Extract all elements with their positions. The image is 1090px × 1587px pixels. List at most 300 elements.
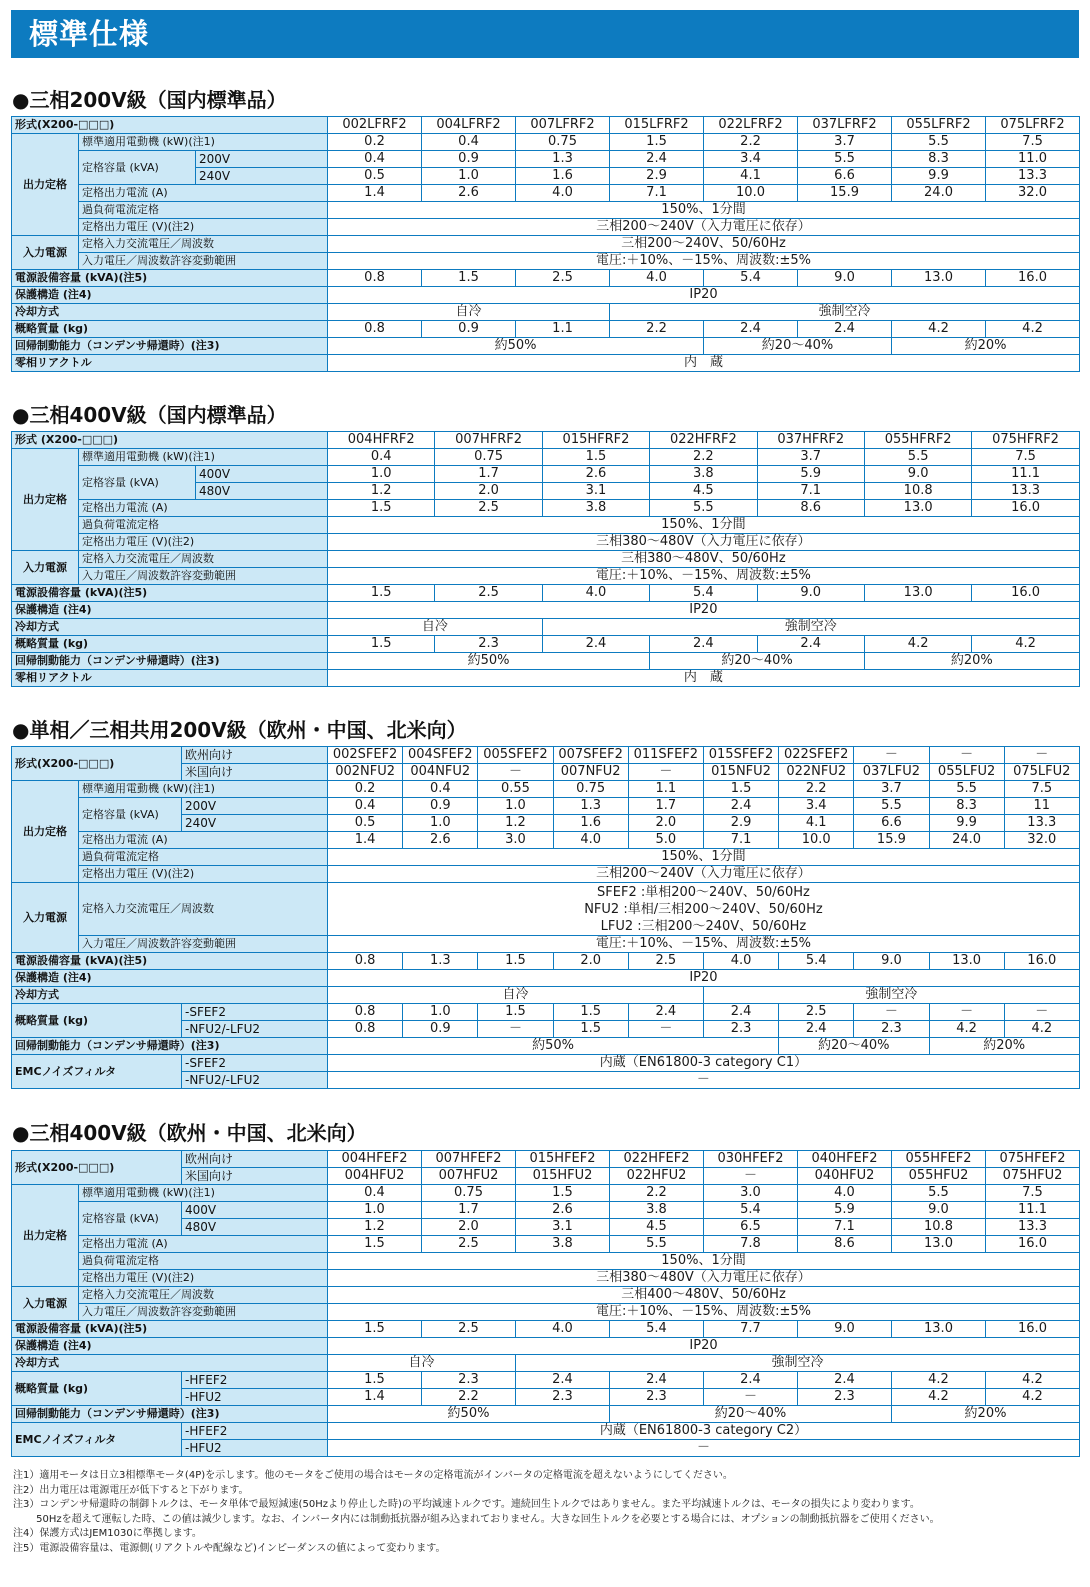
value-cell: 0.75 bbox=[516, 134, 610, 151]
model-cell: 075HFU2 bbox=[986, 1168, 1080, 1185]
table-row bbox=[12, 1004, 1080, 1021]
table-row bbox=[12, 270, 1080, 287]
value-cell: 5.5 bbox=[892, 1185, 986, 1202]
row-label: 定格出力電圧 (V)(注2) bbox=[79, 534, 328, 551]
value-cell: 3.1 bbox=[516, 1219, 610, 1236]
output-group-label: 出力定格 bbox=[12, 1185, 79, 1287]
value-cell: 1.7 bbox=[435, 466, 542, 483]
value-cell: － bbox=[628, 1021, 703, 1038]
table-row bbox=[12, 1055, 1080, 1072]
model-cell: － bbox=[628, 764, 703, 781]
value-cell: 2.2 bbox=[422, 1389, 516, 1406]
value-cell: 15.9 bbox=[854, 832, 929, 849]
value-cell: 1.6 bbox=[516, 168, 610, 185]
value-cell: 11.1 bbox=[972, 466, 1079, 483]
model-cell: － bbox=[704, 1168, 798, 1185]
value-cell: 11.0 bbox=[986, 151, 1080, 168]
value-cell: 1.2 bbox=[328, 1219, 422, 1236]
row-label: 標準適用電動機 (kW)(注1) bbox=[79, 781, 328, 798]
table-row bbox=[12, 1406, 1080, 1423]
value-cell: 1.0 bbox=[328, 466, 435, 483]
model-cell: － bbox=[478, 764, 553, 781]
value-cell: 5.0 bbox=[628, 832, 703, 849]
variant-sublabel: -NFU2/-LFU2 bbox=[182, 1021, 328, 1038]
value-cell: 約20% bbox=[892, 338, 1080, 355]
table-row bbox=[12, 970, 1080, 987]
value-cell: 8.6 bbox=[757, 500, 864, 517]
value-cell: 13.0 bbox=[864, 585, 971, 602]
value-cell: 150%、1分間 bbox=[328, 1253, 1080, 1270]
row-label: 概略質量 (kg) bbox=[12, 636, 328, 653]
voltage-sublabel: 200V bbox=[182, 798, 328, 815]
value-cell: 9.9 bbox=[929, 815, 1004, 832]
table-row bbox=[12, 1236, 1080, 1253]
value-cell: 1.5 bbox=[703, 781, 778, 798]
row-label: 電源設備容量 (kVA)(注5) bbox=[12, 270, 328, 287]
value-cell: 自冷 bbox=[328, 304, 610, 321]
table-row bbox=[12, 1372, 1080, 1389]
model-cell: 037LFRF2 bbox=[798, 117, 892, 134]
row-label: 電源設備容量 (kVA)(注5) bbox=[12, 1321, 328, 1338]
value-cell: － bbox=[1004, 1004, 1079, 1021]
row-label: 保護構造 (注4) bbox=[12, 602, 328, 619]
value-cell: 約50% bbox=[328, 338, 704, 355]
value-cell: 2.6 bbox=[403, 832, 478, 849]
value-cell: 2.5 bbox=[422, 1321, 516, 1338]
value-cell: 2.4 bbox=[542, 636, 649, 653]
value-cell: 2.4 bbox=[516, 1372, 610, 1389]
row-label: 入力電圧／周波数許容変動範囲 bbox=[79, 253, 328, 270]
value-cell: 5.4 bbox=[704, 270, 798, 287]
model-cell: 055LFU2 bbox=[929, 764, 1004, 781]
value-cell: 7.5 bbox=[986, 1185, 1080, 1202]
model-cell: 007LFRF2 bbox=[516, 117, 610, 134]
row-label: 入力電圧／周波数許容変動範囲 bbox=[79, 936, 328, 953]
value-cell: 0.4 bbox=[403, 781, 478, 798]
value-cell: 0.8 bbox=[328, 270, 422, 287]
region-label-eu: 欧州向け bbox=[182, 747, 328, 764]
value-cell: 2.2 bbox=[650, 449, 757, 466]
row-label: 定格出力電流 (A) bbox=[79, 832, 328, 849]
value-cell: 1.5 bbox=[328, 636, 435, 653]
table-row bbox=[12, 636, 1080, 653]
voltage-sublabel: 480V bbox=[196, 483, 328, 500]
table-row bbox=[12, 568, 1080, 585]
model-cell: 055HFEF2 bbox=[892, 1151, 986, 1168]
value-cell: 150%、1分間 bbox=[328, 849, 1080, 866]
value-cell: 3.1 bbox=[542, 483, 649, 500]
value-cell: 1.5 bbox=[516, 1185, 610, 1202]
table-row bbox=[12, 1253, 1080, 1270]
value-cell: 5.4 bbox=[704, 1202, 798, 1219]
value-cell: 0.75 bbox=[435, 449, 542, 466]
model-cell: 005SFEF2 bbox=[478, 747, 553, 764]
value-cell: 2.4 bbox=[798, 321, 892, 338]
value-cell: 4.2 bbox=[986, 1372, 1080, 1389]
value-cell: 3.4 bbox=[779, 798, 854, 815]
value-cell: 16.0 bbox=[972, 500, 1079, 517]
row-label: 概略質量 (kg) bbox=[12, 1004, 182, 1038]
value-cell: 0.55 bbox=[478, 781, 553, 798]
row-label: 過負荷電流定格 bbox=[79, 849, 328, 866]
value-cell: 1.5 bbox=[328, 500, 435, 517]
model-cell: 007HFEF2 bbox=[422, 1151, 516, 1168]
table-row bbox=[12, 517, 1080, 534]
table-row bbox=[12, 1038, 1080, 1055]
model-cell: 075LFU2 bbox=[1004, 764, 1079, 781]
footnotes bbox=[13, 1469, 1079, 1557]
value-cell: 2.4 bbox=[757, 636, 864, 653]
variant-sublabel: -HFEF2 bbox=[182, 1423, 328, 1440]
value-cell: 7.1 bbox=[703, 832, 778, 849]
row-label: 定格出力電流 (A) bbox=[79, 1236, 328, 1253]
row-label: 定格容量 (kVA) bbox=[79, 798, 182, 832]
value-cell: 2.5 bbox=[779, 1004, 854, 1021]
table-row bbox=[12, 1270, 1080, 1287]
value-cell: 内 蔵 bbox=[328, 670, 1080, 687]
value-cell: 13.3 bbox=[986, 1219, 1080, 1236]
input-spec-line: LFU2 :三相200～240V、50/60Hz bbox=[600, 918, 807, 934]
input-spec-line: NFU2 :単相/三相200～240V、50/60Hz bbox=[584, 901, 823, 917]
value-cell: 1.6 bbox=[553, 815, 628, 832]
value-cell: 9.0 bbox=[798, 270, 892, 287]
value-cell: 1.7 bbox=[628, 798, 703, 815]
value-cell: 5.4 bbox=[650, 585, 757, 602]
value-cell: 約20～40% bbox=[650, 653, 865, 670]
model-cell: 055HFRF2 bbox=[864, 432, 971, 449]
model-cell: 037LFU2 bbox=[854, 764, 929, 781]
model-cell: 022SFEF2 bbox=[779, 747, 854, 764]
value-cell: 電圧:＋10%、－15%、周波数:±5% bbox=[328, 1304, 1080, 1321]
value-cell-multiline bbox=[328, 883, 1080, 936]
table-row bbox=[12, 1287, 1080, 1304]
value-cell: 7.5 bbox=[972, 449, 1079, 466]
table-row bbox=[12, 466, 1080, 483]
value-cell: 5.4 bbox=[610, 1321, 704, 1338]
value-cell: 10.8 bbox=[892, 1219, 986, 1236]
model-cell: 075LFRF2 bbox=[986, 117, 1080, 134]
input-group-label: 入力電源 bbox=[12, 883, 79, 953]
value-cell: 24.0 bbox=[929, 832, 1004, 849]
value-cell: 10.0 bbox=[704, 185, 798, 202]
value-cell: 15.9 bbox=[798, 185, 892, 202]
value-cell: 24.0 bbox=[892, 185, 986, 202]
value-cell: 2.3 bbox=[798, 1389, 892, 1406]
table-row bbox=[12, 355, 1080, 372]
model-cell: － bbox=[854, 747, 929, 764]
variant-sublabel: -HFEF2 bbox=[182, 1372, 328, 1389]
row-label: 定格出力電圧 (V)(注2) bbox=[79, 219, 328, 236]
model-cell: 022LFRF2 bbox=[704, 117, 798, 134]
table-row bbox=[12, 1355, 1080, 1372]
value-cell: 6.5 bbox=[704, 1219, 798, 1236]
model-label: 形式 (X200-□□□) bbox=[12, 432, 328, 449]
value-cell: 2.9 bbox=[703, 815, 778, 832]
value-cell: 10.8 bbox=[864, 483, 971, 500]
value-cell: 0.9 bbox=[403, 798, 478, 815]
row-label: 冷却方式 bbox=[12, 619, 328, 636]
value-cell: 13.0 bbox=[929, 953, 1004, 970]
row-label: 定格容量 (kVA) bbox=[79, 1202, 182, 1236]
value-cell: 1.5 bbox=[328, 1372, 422, 1389]
value-cell: 3.4 bbox=[704, 151, 798, 168]
value-cell: 3.8 bbox=[610, 1202, 704, 1219]
variant-sublabel: -NFU2/-LFU2 bbox=[182, 1072, 328, 1089]
value-cell: 1.5 bbox=[553, 1021, 628, 1038]
value-cell: 2.2 bbox=[610, 1185, 704, 1202]
table-row bbox=[12, 832, 1080, 849]
value-cell: 三相400～480V、50/60Hz bbox=[328, 1287, 1080, 1304]
table-row bbox=[12, 1423, 1080, 1440]
model-cell: 015SFEF2 bbox=[703, 747, 778, 764]
value-cell: 2.5 bbox=[516, 270, 610, 287]
model-cell: 011SFEF2 bbox=[628, 747, 703, 764]
spec-table-400v-export bbox=[11, 1150, 1080, 1457]
model-cell: 002SFEF2 bbox=[328, 747, 403, 764]
input-spec-line: SFEF2 :単相200～240V、50/60Hz bbox=[597, 884, 810, 900]
value-cell: 5.5 bbox=[929, 781, 1004, 798]
value-cell: 1.4 bbox=[328, 185, 422, 202]
model-cell: 055LFRF2 bbox=[892, 117, 986, 134]
model-label: 形式(X200-□□□) bbox=[12, 117, 328, 134]
value-cell: 電圧:＋10%、－15%、周波数:±5% bbox=[328, 568, 1080, 585]
value-cell: 4.2 bbox=[929, 1021, 1004, 1038]
model-cell: 015HFU2 bbox=[516, 1168, 610, 1185]
value-cell: 三相380～480V（入力電圧に依存） bbox=[328, 1270, 1080, 1287]
footnote: 注5）電源設備容量は、電源側(リアクトルや配線など)インピーダンスの値によって変わります。 bbox=[13, 1542, 446, 1554]
value-cell: 三相380～480V、50/60Hz bbox=[328, 551, 1080, 568]
row-label: 定格出力電圧 (V)(注2) bbox=[79, 866, 328, 883]
value-cell: 2.4 bbox=[610, 151, 704, 168]
model-label: 形式(X200-□□□) bbox=[12, 747, 182, 781]
model-cell: 004HFEF2 bbox=[328, 1151, 422, 1168]
value-cell: － bbox=[854, 1004, 929, 1021]
voltage-sublabel: 200V bbox=[196, 151, 328, 168]
value-cell: 2.4 bbox=[703, 1004, 778, 1021]
value-cell: IP20 bbox=[328, 602, 1080, 619]
model-cell: 022HFEF2 bbox=[610, 1151, 704, 1168]
value-cell: － bbox=[328, 1440, 1080, 1457]
value-cell: 2.5 bbox=[422, 1236, 516, 1253]
value-cell: 4.0 bbox=[610, 270, 704, 287]
model-cell: 022HFU2 bbox=[610, 1168, 704, 1185]
model-cell: 004HFRF2 bbox=[328, 432, 435, 449]
page-title: 標準仕様 bbox=[29, 17, 150, 51]
row-label: EMCノイズフィルタ bbox=[12, 1055, 182, 1089]
model-cell: 004SFEF2 bbox=[403, 747, 478, 764]
value-cell: 三相200～240V（入力電圧に依存） bbox=[328, 219, 1080, 236]
value-cell: 150%、1分間 bbox=[328, 517, 1080, 534]
voltage-sublabel: 240V bbox=[182, 815, 328, 832]
value-cell: 2.5 bbox=[435, 500, 542, 517]
value-cell: 2.2 bbox=[779, 781, 854, 798]
value-cell: 10.0 bbox=[779, 832, 854, 849]
value-cell: 5.4 bbox=[779, 953, 854, 970]
value-cell: 2.3 bbox=[435, 636, 542, 653]
value-cell: 3.7 bbox=[798, 134, 892, 151]
value-cell: 13.3 bbox=[972, 483, 1079, 500]
table-row bbox=[12, 551, 1080, 568]
value-cell: 5.9 bbox=[757, 466, 864, 483]
model-cell: 015HFEF2 bbox=[516, 1151, 610, 1168]
value-cell: 7.1 bbox=[757, 483, 864, 500]
value-cell: － bbox=[478, 1021, 553, 1038]
model-cell: 004LFRF2 bbox=[422, 117, 516, 134]
row-label: 電源設備容量 (kVA)(注5) bbox=[12, 953, 328, 970]
value-cell: 2.4 bbox=[798, 1372, 892, 1389]
value-cell: 1.4 bbox=[328, 832, 403, 849]
row-label: 定格入力交流電圧／周波数 bbox=[79, 1287, 328, 1304]
value-cell: 4.0 bbox=[553, 832, 628, 849]
model-cell: 015HFRF2 bbox=[542, 432, 649, 449]
value-cell: － bbox=[929, 1004, 1004, 1021]
value-cell: 2.3 bbox=[422, 1372, 516, 1389]
value-cell: 3.0 bbox=[478, 832, 553, 849]
value-cell: 0.8 bbox=[328, 953, 403, 970]
value-cell: 0.8 bbox=[328, 1021, 403, 1038]
table-row bbox=[12, 134, 1080, 151]
value-cell: 2.6 bbox=[542, 466, 649, 483]
row-label: 保護構造 (注4) bbox=[12, 1338, 328, 1355]
value-cell: 2.3 bbox=[703, 1021, 778, 1038]
value-cell: 約20% bbox=[929, 1038, 1079, 1055]
value-cell: 3.8 bbox=[542, 500, 649, 517]
value-cell: 4.5 bbox=[650, 483, 757, 500]
value-cell: 4.2 bbox=[1004, 1021, 1079, 1038]
value-cell: 0.5 bbox=[328, 168, 422, 185]
value-cell: 0.75 bbox=[422, 1185, 516, 1202]
model-cell: 004NFU2 bbox=[403, 764, 478, 781]
output-group-label: 出力定格 bbox=[12, 449, 79, 551]
value-cell: IP20 bbox=[328, 287, 1080, 304]
model-cell: 015LFRF2 bbox=[610, 117, 704, 134]
value-cell: 2.9 bbox=[610, 168, 704, 185]
table-row bbox=[12, 1151, 1080, 1168]
value-cell: 1.5 bbox=[478, 1004, 553, 1021]
row-label: 回帰制動能力（コンデンサ帰還時）(注3) bbox=[12, 1406, 328, 1423]
table-row bbox=[12, 670, 1080, 687]
value-cell: 13.0 bbox=[892, 270, 986, 287]
footnote: 注4）保護方式はJEM1030に準拠します。 bbox=[13, 1528, 202, 1540]
value-cell: 3.8 bbox=[516, 1236, 610, 1253]
model-cell: 055HFU2 bbox=[892, 1168, 986, 1185]
value-cell: 9.0 bbox=[854, 953, 929, 970]
row-label: 保護構造 (注4) bbox=[12, 287, 328, 304]
section-title-400v-export: ●三相400V級（欧州・中国、北米向） bbox=[12, 1121, 367, 1145]
value-cell: 電圧:＋10%、－15%、周波数:±5% bbox=[328, 936, 1080, 953]
value-cell: 2.4 bbox=[628, 1004, 703, 1021]
section-title-200v-export: ●単相／三相共用200V級（欧州・中国、北米向） bbox=[12, 718, 467, 742]
model-cell: 007HFRF2 bbox=[435, 432, 542, 449]
value-cell: 7.8 bbox=[704, 1236, 798, 1253]
value-cell: 1.3 bbox=[516, 151, 610, 168]
table-row bbox=[12, 202, 1080, 219]
value-cell: 7.5 bbox=[986, 134, 1080, 151]
value-cell: 13.0 bbox=[892, 1236, 986, 1253]
value-cell: IP20 bbox=[328, 1338, 1080, 1355]
value-cell: 150%、1分間 bbox=[328, 202, 1080, 219]
value-cell: 5.5 bbox=[798, 151, 892, 168]
row-label: 標準適用電動機 (kW)(注1) bbox=[79, 134, 328, 151]
variant-sublabel: -SFEF2 bbox=[182, 1004, 328, 1021]
value-cell: 2.2 bbox=[704, 134, 798, 151]
value-cell: 4.0 bbox=[703, 953, 778, 970]
value-cell: 0.9 bbox=[422, 151, 516, 168]
value-cell: 7.7 bbox=[704, 1321, 798, 1338]
value-cell: 0.75 bbox=[553, 781, 628, 798]
value-cell: 7.1 bbox=[610, 185, 704, 202]
row-label: 過負荷電流定格 bbox=[79, 517, 328, 534]
table-row bbox=[12, 321, 1080, 338]
model-cell: 007SFEF2 bbox=[553, 747, 628, 764]
model-cell: 022HFRF2 bbox=[650, 432, 757, 449]
value-cell: 1.4 bbox=[328, 1389, 422, 1406]
row-label: 定格出力電流 (A) bbox=[79, 185, 328, 202]
value-cell: 約20% bbox=[892, 1406, 1080, 1423]
table-row bbox=[12, 936, 1080, 953]
value-cell: 4.2 bbox=[892, 1389, 986, 1406]
row-label: 定格入力交流電圧／周波数 bbox=[79, 883, 328, 936]
value-cell: 1.0 bbox=[422, 168, 516, 185]
value-cell: 13.3 bbox=[1004, 815, 1079, 832]
output-group-label: 出力定格 bbox=[12, 781, 79, 883]
value-cell: 4.0 bbox=[516, 1321, 610, 1338]
value-cell: 0.4 bbox=[328, 798, 403, 815]
value-cell: 0.4 bbox=[422, 134, 516, 151]
footnote: 注1）適用モータは日立3相標準モータ(4P)を示します。他のモータをご使用の場合はモータの定格電流がインバータの定格電流を超えないようにしてください。 bbox=[13, 1470, 733, 1481]
value-cell: 1.3 bbox=[553, 798, 628, 815]
table-row bbox=[12, 1338, 1080, 1355]
table-row bbox=[12, 798, 1080, 815]
row-label: 零相リアクトル bbox=[12, 355, 328, 372]
table-row bbox=[12, 500, 1080, 517]
value-cell: 11.1 bbox=[986, 1202, 1080, 1219]
region-label-us: 米国向け bbox=[182, 1168, 328, 1185]
value-cell: 1.0 bbox=[328, 1202, 422, 1219]
row-label: 入力電圧／周波数許容変動範囲 bbox=[79, 1304, 328, 1321]
variant-sublabel: -HFU2 bbox=[182, 1440, 328, 1457]
value-cell: 2.4 bbox=[650, 636, 757, 653]
value-cell: 三相200～240V、50/60Hz bbox=[328, 236, 1080, 253]
value-cell: 13.0 bbox=[864, 500, 971, 517]
value-cell: 4.0 bbox=[798, 1185, 892, 1202]
row-label: 定格容量 (kVA) bbox=[79, 151, 196, 185]
value-cell: 0.9 bbox=[422, 321, 516, 338]
table-row bbox=[12, 1202, 1080, 1219]
row-label: 標準適用電動機 (kW)(注1) bbox=[79, 449, 328, 466]
value-cell: 0.9 bbox=[403, 1021, 478, 1038]
value-cell: 16.0 bbox=[986, 270, 1080, 287]
value-cell: 4.5 bbox=[610, 1219, 704, 1236]
value-cell: 0.8 bbox=[328, 321, 422, 338]
row-label: 概略質量 (kg) bbox=[12, 1372, 182, 1406]
value-cell: 1.0 bbox=[403, 1004, 478, 1021]
value-cell: 9.0 bbox=[864, 466, 971, 483]
value-cell: 13.0 bbox=[892, 1321, 986, 1338]
table-row bbox=[12, 449, 1080, 466]
table-row bbox=[12, 1304, 1080, 1321]
footnote: 注2）出力電圧は電源電圧が低下すると下がります。 bbox=[13, 1484, 249, 1496]
value-cell: 0.4 bbox=[328, 1185, 422, 1202]
value-cell: 16.0 bbox=[986, 1321, 1080, 1338]
value-cell: 3.0 bbox=[704, 1185, 798, 1202]
value-cell: 0.4 bbox=[328, 449, 435, 466]
value-cell: 強制空冷 bbox=[542, 619, 1079, 636]
output-group-label: 出力定格 bbox=[12, 134, 79, 236]
row-label: 定格出力電流 (A) bbox=[79, 500, 328, 517]
value-cell: 5.5 bbox=[610, 1236, 704, 1253]
row-label: 冷却方式 bbox=[12, 304, 328, 321]
